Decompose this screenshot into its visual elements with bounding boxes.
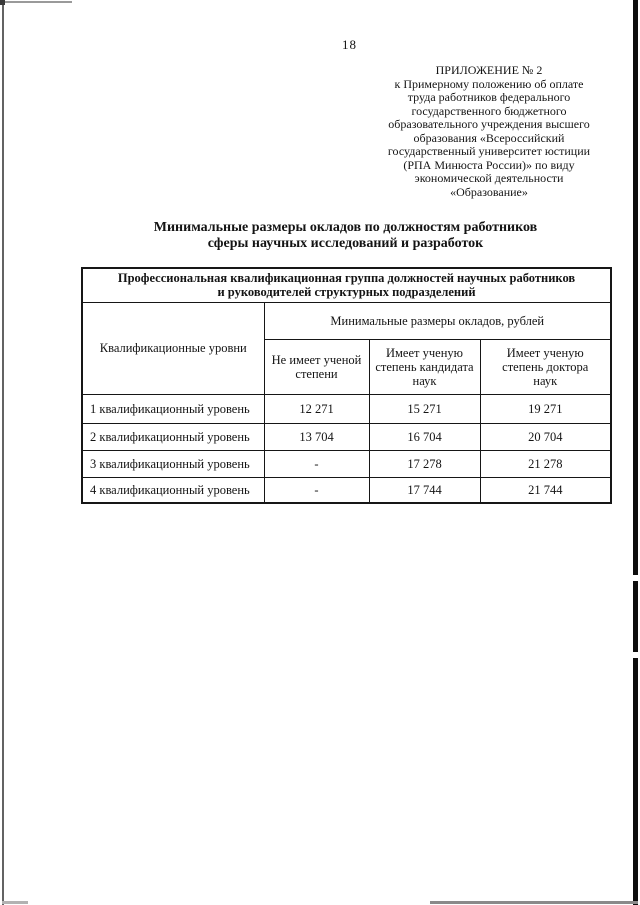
group-header-line2: и руководителей структурных подразделений <box>217 285 476 300</box>
salary-value: - <box>264 450 369 477</box>
appendix-line: к Примерному положению об оплате <box>394 76 584 91</box>
scan-left-edge-line <box>2 0 4 905</box>
table-row <box>82 450 611 477</box>
subheader-line: наук <box>533 373 558 388</box>
table-row <box>82 477 611 503</box>
salary-value: 20 704 <box>480 423 611 450</box>
appendix-line: ПРИЛОЖЕНИЕ № 2 <box>435 63 543 77</box>
appendix-line: «Образование» <box>450 184 528 199</box>
subheader-line: степень доктора <box>502 359 589 374</box>
salary-value: 16 704 <box>369 423 480 450</box>
salary-value: 21 278 <box>480 450 611 477</box>
column-header-salary-span: Минимальные размеры окладов, рублей <box>264 302 611 339</box>
subheader-line: степень кандидата <box>375 359 474 374</box>
scan-right-edge-bar <box>633 0 638 905</box>
salary-value: 17 278 <box>369 450 480 477</box>
column-header-no-degree <box>264 339 369 394</box>
salary-value: 19 271 <box>480 394 611 423</box>
subheader-line: Имеет ученую <box>506 345 584 360</box>
column-header-qualification-levels: Квалификационные уровни <box>82 302 264 394</box>
group-header-line1: Профессиональная квалификационная группа должностей научных работников <box>117 271 576 286</box>
scan-bottom-right-line <box>430 901 638 904</box>
scan-bottom-left-dash <box>2 901 28 904</box>
salary-value: 12 271 <box>264 394 369 423</box>
salary-value: - <box>264 477 369 503</box>
salary-value: 13 704 <box>264 423 369 450</box>
scan-top-edge-line <box>0 1 72 3</box>
document-title <box>82 220 609 252</box>
appendix-line: образования «Всероссийский <box>413 130 565 145</box>
scan-right-edge-gap <box>633 652 638 658</box>
appendix-line: труда работников федерального <box>407 90 571 104</box>
salary-table <box>81 267 612 504</box>
appendix-line: образовательного учреждения высшего <box>388 117 590 131</box>
salary-value: 15 271 <box>369 394 480 423</box>
subheader-line: Имеет ученую <box>386 345 463 360</box>
subheader-line: наук <box>412 373 437 388</box>
table-row <box>82 394 611 423</box>
table-row <box>82 423 611 450</box>
appendix-line: (РПА Минюста России)» по виду <box>403 157 575 172</box>
salary-value: 17 744 <box>369 477 480 503</box>
scan-corner-mark <box>0 0 5 5</box>
table-span-header-row <box>82 302 611 339</box>
row-label-level-4: 4 квалификационный уровень <box>82 477 264 503</box>
row-label-level-3: 3 квалификационный уровень <box>82 450 264 477</box>
salary-value: 21 744 <box>480 477 611 503</box>
row-label-level-1: 1 квалификационный уровень <box>82 394 264 423</box>
scan-right-edge-gap <box>633 575 638 581</box>
document-title-line1: Минимальные размеры окладов по должностям работников <box>153 220 538 235</box>
appendix-line: экономической деятельности <box>414 171 564 185</box>
column-header-doctor-degree <box>480 339 611 394</box>
appendix-header-block <box>368 64 610 199</box>
subheader-line: степени <box>295 366 338 381</box>
page-number: 18 <box>342 37 357 52</box>
column-header-candidate-degree <box>369 339 480 394</box>
appendix-line: государственного бюджетного <box>411 103 567 118</box>
appendix-line: государственный университет юстиции <box>387 144 591 158</box>
subheader-line: Не имеет ученой <box>271 352 362 367</box>
row-label-level-2: 2 квалификационный уровень <box>82 423 264 450</box>
document-title-line2: сферы научных исследований и разработок <box>207 236 484 251</box>
table-group-header-row <box>82 268 611 302</box>
table-group-header-cell <box>82 268 611 302</box>
